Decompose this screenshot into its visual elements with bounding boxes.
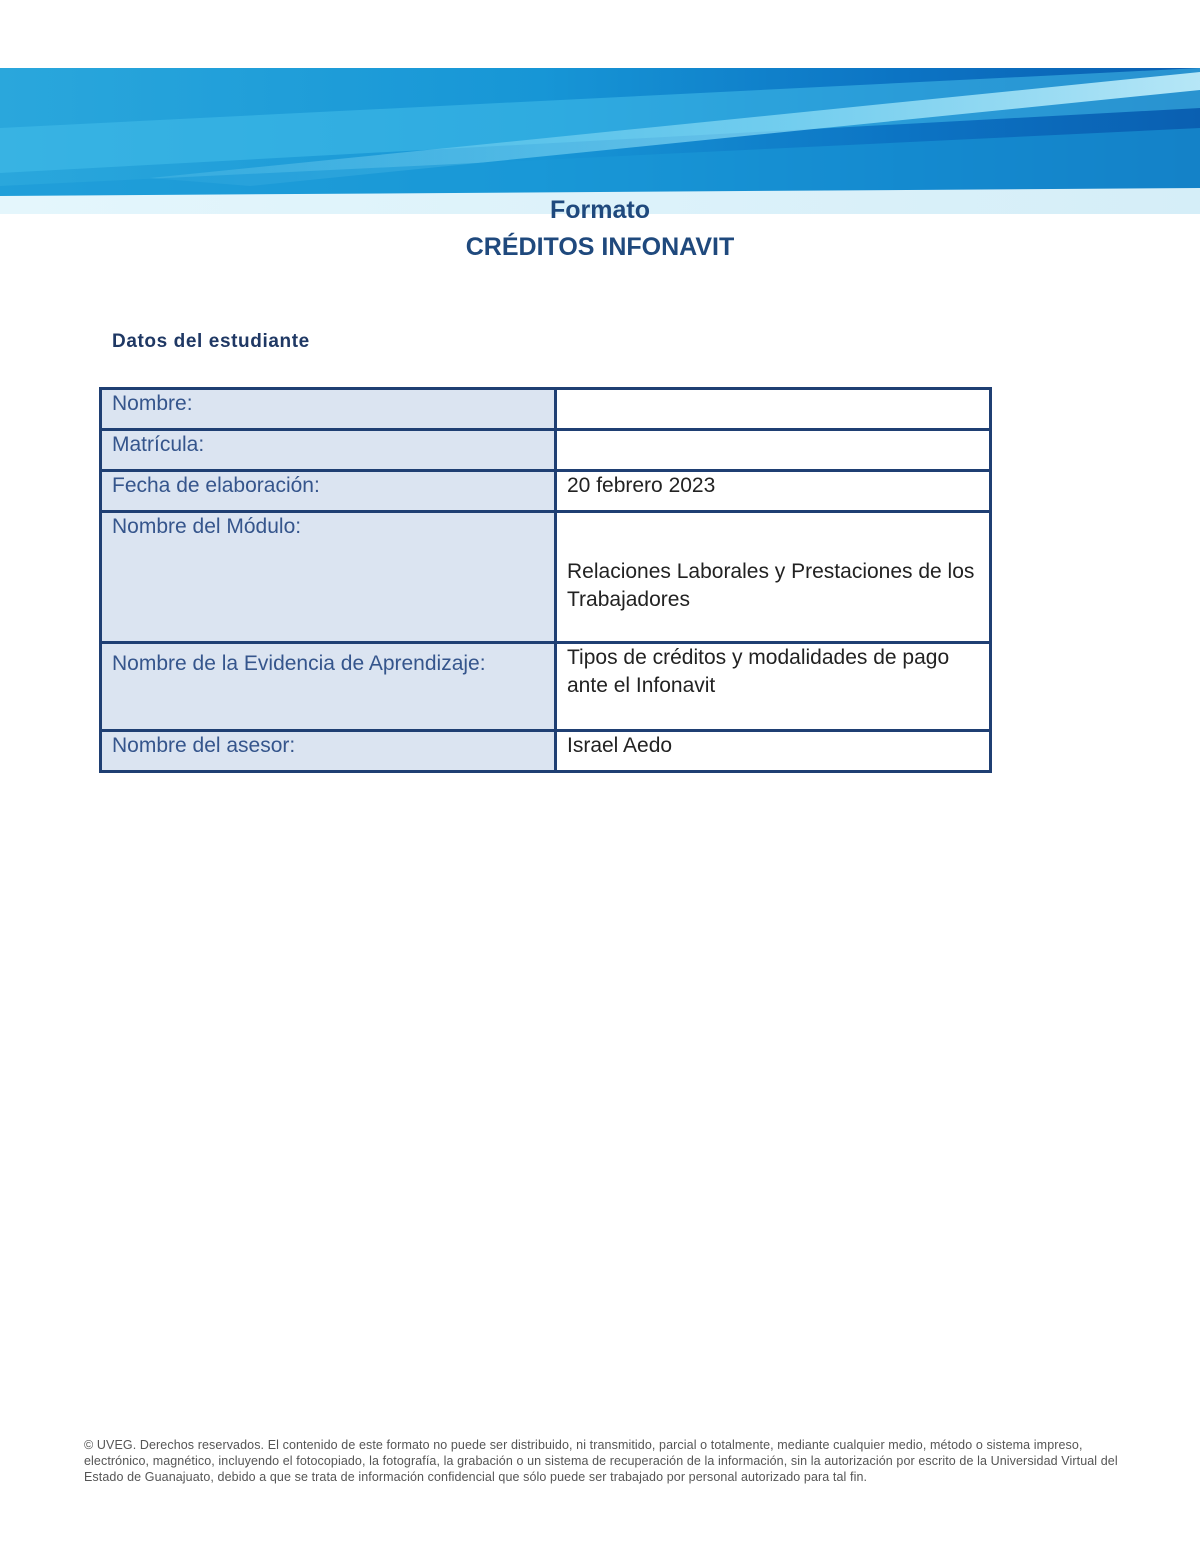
row-label: Matrícula: [101, 430, 556, 471]
enrollment-field[interactable] [556, 430, 991, 471]
module-field[interactable]: Relaciones Laborales y Prestaciones de los Trabajadores [556, 512, 991, 643]
row-label: Nombre: [101, 389, 556, 430]
date-field[interactable]: 20 febrero 2023 [556, 471, 991, 512]
evidence-field[interactable]: Tipos de créditos y modalidades de pago ante el Infonavit [556, 643, 991, 731]
row-label: Nombre del Módulo: [101, 512, 556, 643]
table-row [101, 471, 991, 512]
section-heading: Datos del estudiante [112, 331, 310, 352]
row-label: Nombre del asesor: [101, 731, 556, 772]
table-row [101, 389, 991, 430]
advisor-field[interactable]: Israel Aedo [556, 731, 991, 772]
document-subtitle: CRÉDITOS INFONAVIT [465, 233, 735, 261]
title-block [0, 194, 1200, 264]
header-banner [0, 68, 1200, 214]
document-title: Formato [550, 196, 650, 224]
student-data-table [99, 387, 992, 773]
row-label: Nombre de la Evidencia de Aprendizaje: [101, 643, 556, 731]
name-field[interactable] [556, 389, 991, 430]
table-row [101, 512, 991, 643]
row-label: Fecha de elaboración: [101, 471, 556, 512]
table-row [101, 643, 991, 731]
table-row [101, 430, 991, 471]
copyright-footer: © UVEG. Derechos reservados. El contenido de este formato no puede ser distribuido, ni transmitido, parcial o totalmente, mediante cualquier medio, método o sistema impreso, electrónico, magnético, incluyendo el fotocopiado, la fotografía, la grabación o un sistema de recuperación de la información, sin la autorización por escrito de la Universidad Virtual del Estado de Guanajuato, debido a que se trata de información confidencial que sólo puede ser trabajado por personal autorizado para tal fin. [84, 1438, 1118, 1484]
table-row [101, 731, 991, 772]
